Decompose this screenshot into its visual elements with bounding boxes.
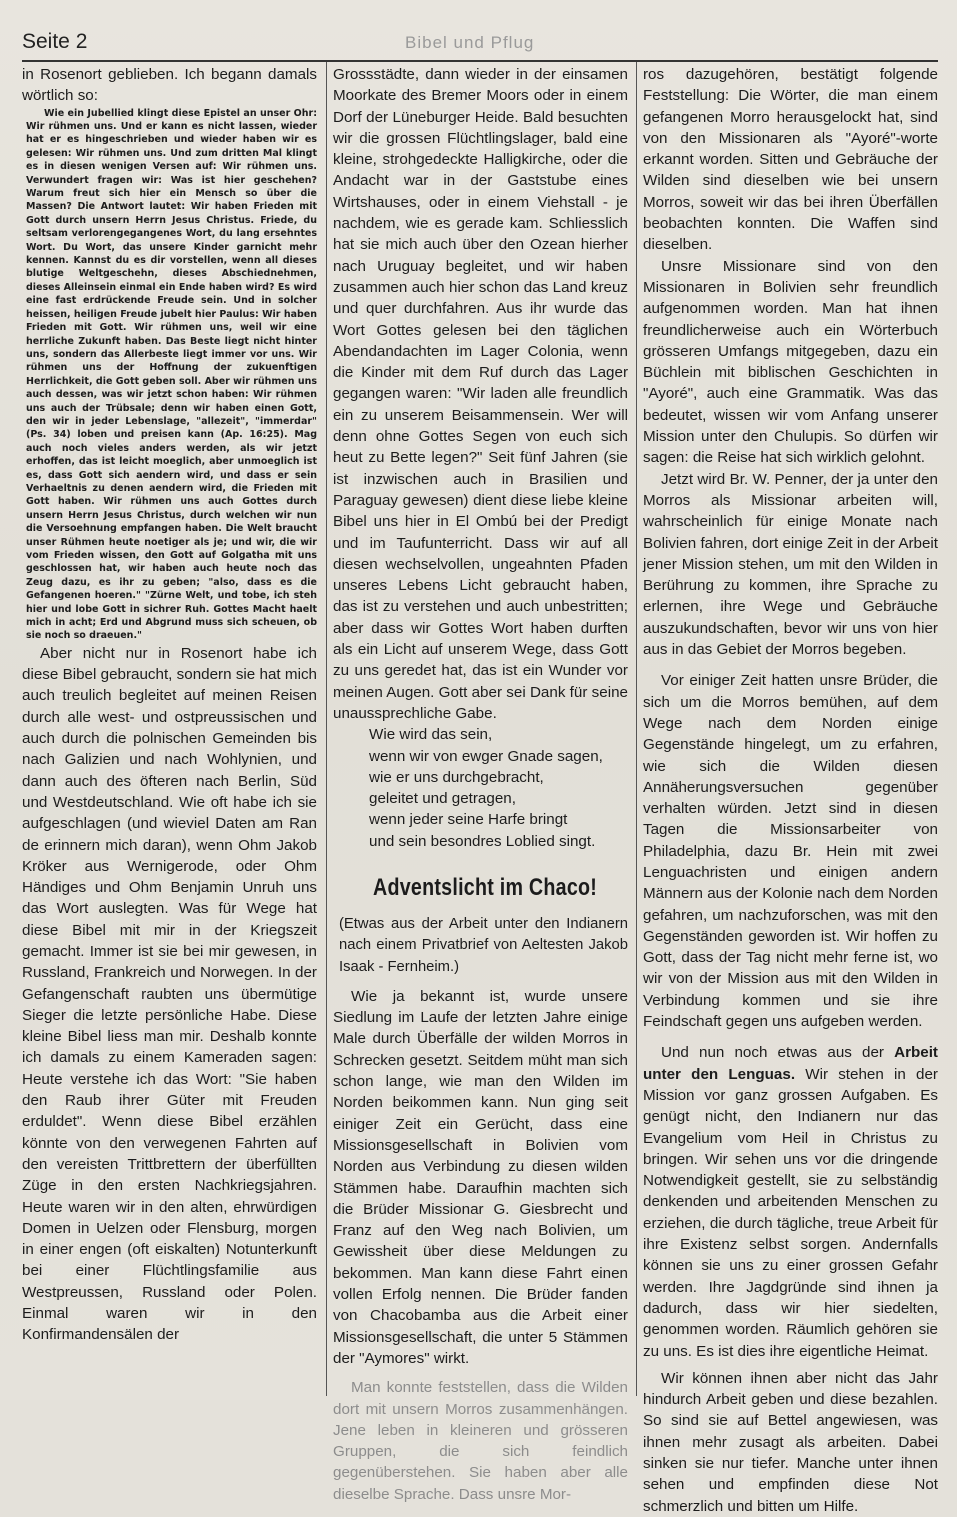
poem-line: geleitet und getragen, (369, 790, 516, 808)
column-divider-left (326, 62, 327, 1396)
column-1 (22, 64, 317, 1398)
column-divider-right (636, 62, 637, 1396)
column-3-paragraph-3: Jetzt wird Br. W. Penner, der ja unter den Morros als Missionar arbeiten will, wahrscheinlich für einige Monate nach Bolivien fahren, dort einige Zeit in der Arbeit jener Mission stehen, um mit den Wilden in Berührung zu kommen, ihre Sprache zu erlernen, ihre Wege und Gebräuche auszukundschaften, bevor wir uns von hier aus in das Gebiet der Morros begeben. (643, 470, 938, 659)
paragraph-5-rest: Wir stehen in der Mission vor ganz grossen Aufgaben. Es genügt nicht, den Indianern nur das Evangelium vom Heil in Christus zu bringen. Wir sehen uns vor die dringende Notwendigkeit gestellt, sie zu selbständig denkenden und arbeitenden Menschen zu erziehen, die durch tägliche, treue Arbeit für ihre Existenz selbst sorgen. Andernfalls können sie uns zu einer grossen Gefahr werden. Ihre Jagdgründe sind ihnen ja dadurch, dass wir hier siedelten, genommen worden. Räumlich gehören sie zu uns. Es ist dies ihre eigentliche Heimat. (643, 1065, 938, 1360)
sermon-quote (22, 107, 317, 643)
publication-title: Bibel und Pflug (405, 33, 535, 52)
paragraph-5-bold: Arbeit unter den Lenguas. (643, 1044, 938, 1083)
column-3 (643, 64, 938, 1515)
poem-line: Wie wird das sein, (369, 726, 493, 744)
page-number: Seite 2 (22, 30, 88, 53)
column-2 (333, 64, 628, 1503)
poem (333, 724, 628, 852)
poem-line: wie er uns durchgebracht, (369, 768, 544, 786)
page-header (0, 0, 957, 64)
poem-line: wenn jeder seine Harfe bringt (369, 811, 568, 829)
poem-line: und sein besondres Loblied singt. (369, 832, 596, 850)
column-2-paragraph-1: Grossstädte, dann wieder in der einsamen Moorkate des Bremer Moors oder in einem Dorf der Lüneburger Heide. Bald besuchten wir die grossen Flüchtlingslager, bald eine kleine, strohgedeckte Halligkirche, oder die Andacht war in der Gaststube eines Wirtshauses, oder in einem Viehstall - je nachdem, wie es gerade kam. Schliesslich hat sie mich auch über den Ozean hierher nach Uruguay begleitet, und wir haben zusammen auch hier schon das Land kreuz und quer durchfahren. Aus ihr wurde das Wort Gottes gelesen bei den täglichen Abendandachten im Lager Colonia, wenn die Kinder mit dem Ruf durch das Lager gegangen waren: "Wir laden alle freundlich ein zu unserem Beisammensein. Wer will denn ohne Gottes Segen von euch sich heut zu Bette legen?" Seit fünf Jahren (sie ist inzwischen auch in Brasilien und Paraguay gewesen) dient diese liebe kleine Bibel uns hier in El Ombú bei der Predigt und im Taufunterricht. Dass wir auf all diesen wechselvollen, ungeahnten Pfaden unseres Lebens Licht gebraucht haben, das ist zu verstehen und auch unbestritten; aber dass wir Gottes Wort haben durften als ein Licht auf unserem Wege, dass Gott zu uns geredet hat, das ist ein Wunder vor meinen Augen. Gott aber sei Dank für seine unaussprechliche Gabe. (333, 66, 628, 722)
column-3-paragraph-2: Unsre Missionare sind von den Missionaren in Bolivien sehr freundlich aufgenommen worden. Man hat ihnen freundlicherweise auch ein Wörterbuch grösseren Umfangs mitgegeben, dazu ein Büchlein mit biblischen Geschichten in "Ayoré", auch eine Grammatik. Was das bedeutet, wissen wir vom Anfang unserer Mission unter den Chulupis. So dürfen wir sagen: die Reise hat sich wirklich gelohnt. (643, 257, 938, 467)
column-3-paragraph-1: ros dazugehören, bestätigt folgende Feststellung: Die Wörter, die man einem gefangenen Morro herausgelockt hat, sind von den Missionaren als "Ayoré"-worte erkannt worden. Sitten und Gebräuche der Wilden sind dieselben wie bei unsern Morros, soweit wir das bei ihren Überfällen beobachten konnten. Die Waffen sind dieselben. (643, 66, 938, 254)
column-2-paragraph-2: Wie ja bekannt ist, wurde unsere Siedlung im Laufe der letzten Jahre einige Male durch Überfälle der wilden Morros in Schrecken gesetzt. Seitdem müht man sich schon lange, wie man den Wilden im Norden beikommen kann. Nun ging seit einiger Zeit ein Gerücht, dass eine Missionsgesellschaft in Bolivien vom Norden aus Verbindung zu diesen wilden Stämmen habe. Daraufhin machten sich die Brüder Missionar G. Giesbrecht und Franz auf den Weg nach Bolivien, um Gewissheit über diese Meldungen zu bekommen. Man kann diese Fahrt einen vollen Erfolg nennen. Die Brüder fanden von Chacobamba aus die Arbeit einer Missionsgesellschaft, die unter 5 Stämmen der "Aymores" wirkt. (333, 987, 628, 1367)
article-headline: Adventslicht im Chaco! (373, 873, 598, 901)
column-1-intro: in Rosenort geblieben. Ich begann damals wörtlich so: (22, 66, 317, 105)
sermon-quote-text: Wie ein Jubellied klingt diese Epistel an unser Ohr: Wir rühmen uns. Und er kann es nicht lassen, wieder hat er es hingeschrieben und wieder haben wir es gelesen: Wir rühmen uns. Und zum dritten Mal klingt es in diesen wenigen Versen auf: Wir rühmen uns. Verwundert fragen wir: Was ist hier geschehen? Warum freut sich hier ein Mensch so über die Massen? Die Antwort lautet: Wir haben Frieden mit Gott durch unsern Herrn Jesus Christus. Friede, du seltsam verlorengegangenes Wort, du lang ersehntes Wort. Du Wort, das unsere Kinder garnicht mehr kennen. Kannst du es dir vorstellen, wenn all dieses blutige Weltgeschehn, dieses Abschiednehmen, dieses Alleinsein einmal ein Ende haben wird? Es wird eine fast erdrückende Freude sein. Und in solcher heissen, heiligen Freude jubelt hier Paulus: Wir haben Frieden mit Gott. Wir rühmen uns, weil wir eine herrliche Zukunft haben. Das Beste liegt nicht hinter uns, sondern das Allerbeste liegt immer vor uns. Wir rühmen uns der Hoffnung der zukuenftigen Herrlichkeit, die Gott geben soll. Aber wir rühmen uns auch dessen, was wir jetzt schon haben: Wir rühmen uns auch der Trübsale; denn wir haben einen Gott, den wir in jeder Lebenslage, "allezeit", "immerdar" (Ps. 34) loben und preisen kann (Ap. 16:25). Mag auch noch vieles anders werden, als wir jetzt erhoffen, das ist leicht moeglich, aber unmoeglich ist es, dass Gott sich aendern wird, und dass er sein Verhaeltnis zu denen aendern wird, die Frieden mit Gott haben. Wir rühmen uns auch Gottes durch unsern Herrn Jesus Christus, durch welchen wir nun die Versoehnung empfangen haben. Die Welt braucht unser Rühmen heute noetiger als je; und wir, die wir vom Frieden wissen, den Gott auf Golgatha mit uns geschlossen hat, wir haben auch heute noch das Zeug dazu, es ihr zu geben; "also, dass es die Gefangenen hoeren." "Zürne Welt, und tobe, ich steh hier und lobe Gott in sichrer Ruh. Gottes Macht haelt mich in acht; Erd und Abgrund muss sich scheuen, ob sie noch so draeuen." (26, 107, 317, 642)
poem-line: wenn wir von ewger Gnade sagen, (369, 747, 603, 765)
column-1-body: Aber nicht nur in Rosenort habe ich diese Bibel gebraucht, sondern sie hat mich auch treulich begleitet auf meinen Reisen durch alle west- und ostpreussischen und auch durch die polnischen Gemeinden bis nach Galizien und nach Wohlynien, und dann auch des öfteren nach Berlin, Süd und Westdeutschland. Wie oft habe ich sie aufgeschlagen (und wieviel Daten am Ran de erinnern mich daran), wenn Ohm Jakob Kröker aus Wernigerode, oder Ohm Händiges und Ohm Benjamin Unruh uns das Wort auslegten. Was für Wege hat diese Bibel mit mir in der Kriegszeit gemacht. Immer ist sie bei mir gewesen, in Russland, Frankreich und Norwegen. In der Gefangenschaft raubten uns übermütige Sieger die letzte persönliche Habe. Diese kleine Bibel liess man mir. Deshalb konnte ich damals zu einem Kameraden sagen: Heute verstehe ich das Wort: "Sie haben den Raub ihrer Güter mit Freuden erduldet". Wenn diese Bibel erzählen könnte von den verwegenen Fahrten auf den vereisten Trittbrettern der überfüllten Züge in den ersten Nachkriegsjahren. Heute waren wir in den alten, ehrwürdigen Domen in Uelzen oder Flensburg, morgen in einer engen (oft eiskalten) Notunterkunft bei einer Flüchtlingsfamilie aus Westpreussen, Russland oder Polen. Einmal waren wir in den Konfirmandensälen der (22, 644, 317, 1344)
column-3-paragraph-5 (643, 1042, 938, 1361)
column-3-paragraph-6: Wir können ihnen aber nicht das Jahr hindurch Arbeit geben und diese bezahlen. So sind sie auf Bettel angewiesen, was ihnen mehr zusagt als arbeiten. Dabei sinken sie nur tiefer. Manche unter ihnen sehen und empfinden diese Not schmerzlich und bitten um Hilfe. (643, 1369, 938, 1515)
article-subheading: (Etwas aus der Arbeit unter den Indianern nach einem Privatbrief von Aeltesten Jakob Isaak - Fernheim.) (339, 915, 628, 975)
column-2-paragraph-3: Man konnte feststellen, dass die Wilden dort mit unsern Morros zusammenhängen. Jene leben in kleineren und grösseren Gruppen, die sich feindlich gegenüberstehen. Sie haben aber alle dieselbe Sprache. Dass unsre Mor- (333, 1379, 628, 1503)
column-3-paragraph-4: Vor einiger Zeit hatten unsre Brüder, die sich um die Morros bemühen, auf dem Wege nach dem Norden einige Gegenstände hingelegt, um zu erfahren, wie sich die Wilden diesen Annäherungsversuchen gegenüber verhalten würden. Jetzt sind in diesen Tagen die Missionsarbeiter von Philadelphia, dazu Br. Hein mit zwei Lenguachristen und einigen andern Männern aus der Kolonie nach dem Norden gefahren, um nachzuforschen, was mit den Gegenständen geworden ist. Wir hoffen zu Gott, dass der Tag nicht mehr ferne ist, wo wir von der Mission aus mit den Wilden in Verbindung kommen und sie ihre Feindschaft gegen uns aufgeben werden. (643, 672, 938, 1031)
paragraph-5-lead: Und nun noch etwas aus der (661, 1044, 895, 1062)
header-rule (22, 60, 938, 62)
